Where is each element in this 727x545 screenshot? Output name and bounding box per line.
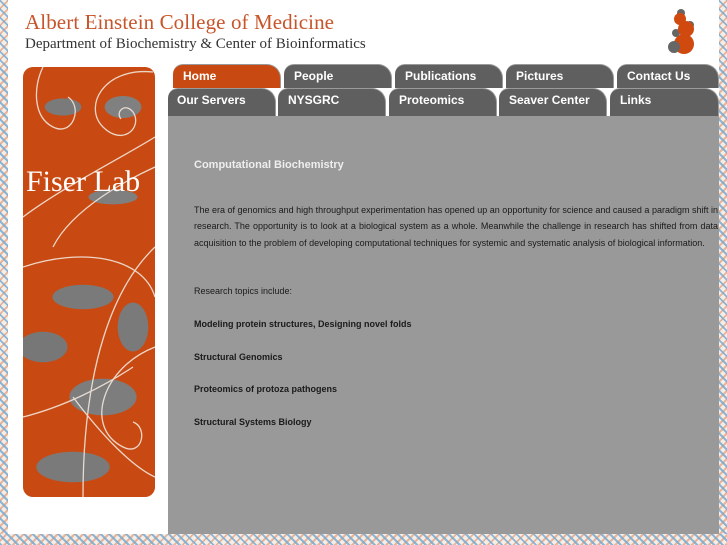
- main-content: [168, 116, 719, 534]
- tab-nysgrc[interactable]: [278, 88, 386, 116]
- tab-label: Seaver Center: [509, 93, 590, 107]
- college-title: Albert Einstein College of Medicine: [25, 10, 335, 34]
- tab-home[interactable]: [173, 64, 281, 88]
- decorative-border-right: [719, 0, 727, 545]
- research-topic: Modeling protein structures, Designing novel folds: [194, 319, 412, 329]
- tab-seaver-center[interactable]: [499, 88, 607, 116]
- banner-title: Fiser Lab: [26, 165, 141, 198]
- research-topic: Structural Systems Biology: [194, 417, 312, 427]
- tab-label: Home: [183, 69, 217, 83]
- tab-label: Contact Us: [627, 69, 691, 83]
- swirl-decoration: [23, 67, 155, 497]
- tab-label: Our Servers: [177, 93, 246, 107]
- tab-label: Publications: [405, 69, 477, 83]
- tab-label: NYSGRC: [288, 93, 340, 107]
- decorative-border-left: [0, 0, 8, 545]
- tab-links[interactable]: [610, 88, 719, 116]
- decorative-border-bottom: [0, 534, 727, 545]
- tab-label: Proteomics: [399, 93, 465, 107]
- tab-our-servers[interactable]: [168, 88, 276, 116]
- tab-label: Links: [620, 93, 652, 107]
- molecule-logo-icon: [662, 6, 702, 56]
- content-heading: Computational Biochemistry: [194, 159, 344, 171]
- tab-pictures[interactable]: [506, 64, 614, 88]
- research-topic: Structural Genomics: [194, 352, 283, 362]
- tab-label: People: [294, 69, 334, 83]
- research-topics-intro: Research topics include:: [194, 286, 293, 296]
- tab-publications[interactable]: [395, 64, 503, 88]
- research-topic: Proteomics of protoza pathogens: [194, 384, 338, 394]
- fiser-lab-banner: [23, 67, 155, 497]
- department-subtitle: Department of Biochemistry & Center of Bioinformatics: [25, 36, 366, 52]
- tab-proteomics[interactable]: [389, 88, 497, 116]
- intro-paragraph: The era of genomics and high throughput experimentation has opened up an opportunity for science and caused a paradigm shift in research. The opportunity is to look at a biological system as a whole. Meanwhile the challenge in research has shifted from data acquisition to the problem of developing computational techniques for systemic and systematic analysis of biological information.: [194, 205, 718, 248]
- tab-label: Pictures: [516, 69, 564, 83]
- tab-contact-us[interactable]: [617, 64, 719, 88]
- tab-people[interactable]: [284, 64, 392, 88]
